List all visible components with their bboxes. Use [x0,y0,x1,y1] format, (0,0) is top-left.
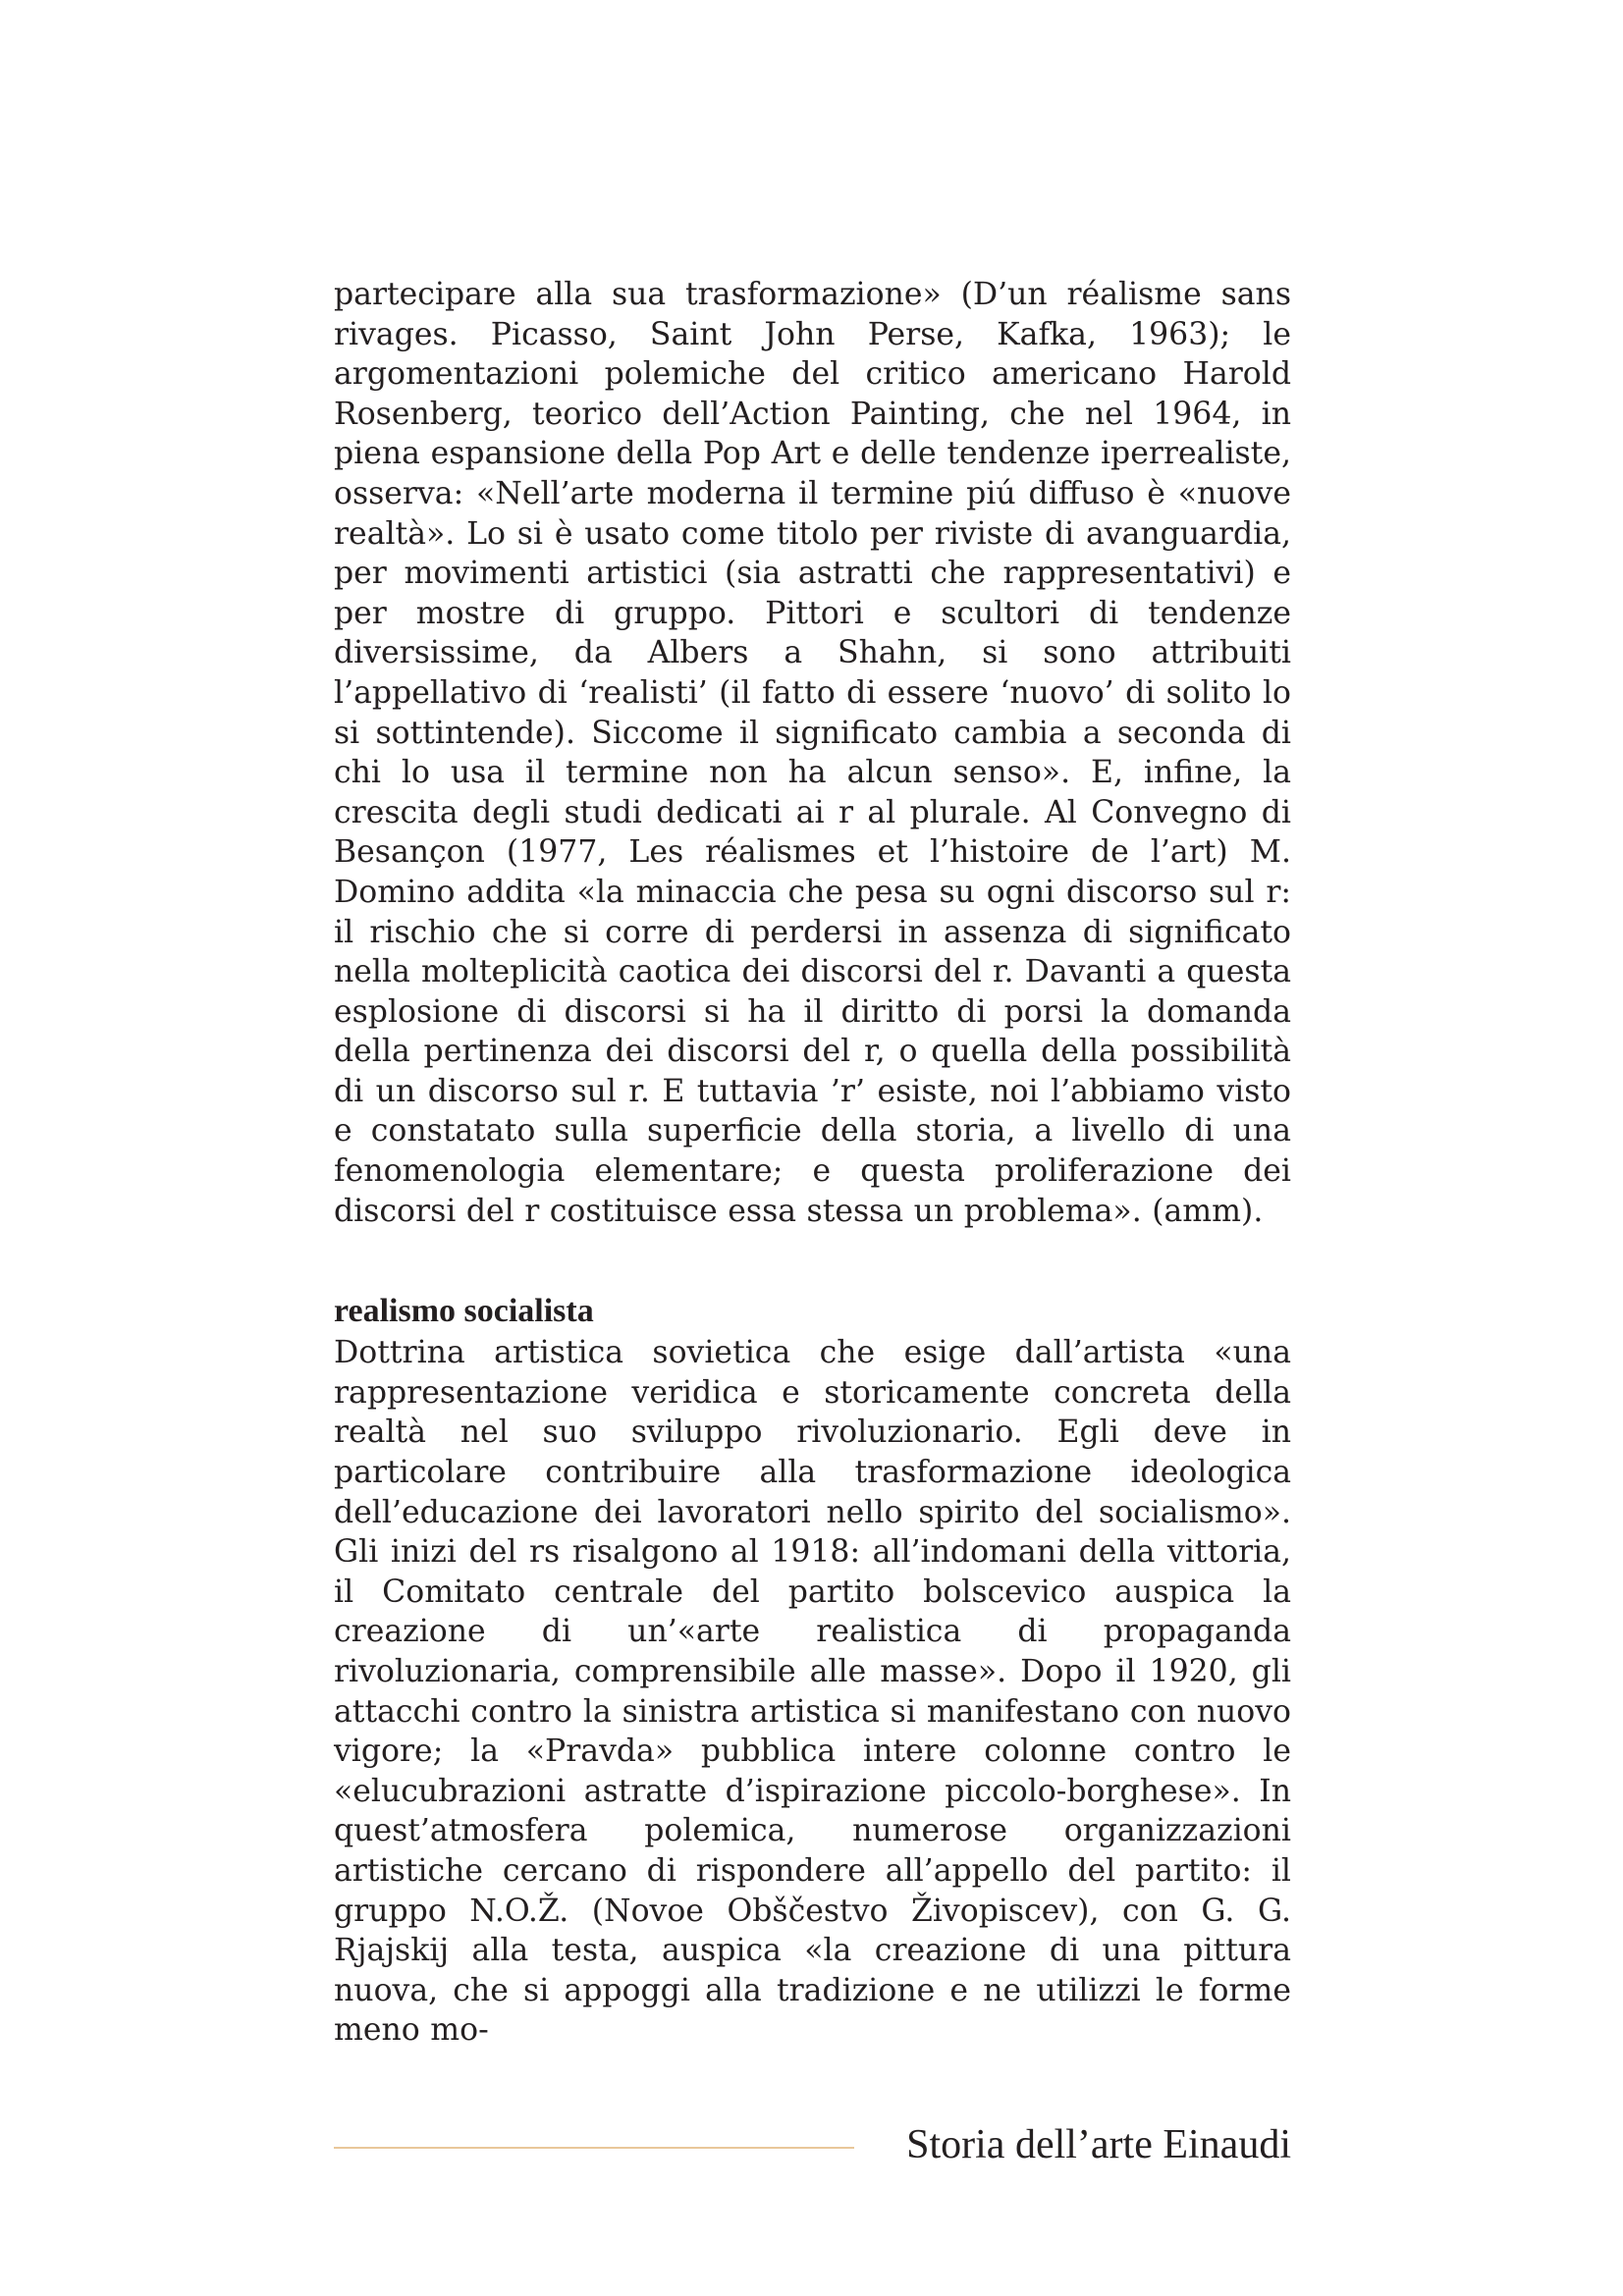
entry-paragraph: Dottrina artistica sovietica che esige dall’artista «una rappresentazione veridica e storicamente concreta della realtà nel suo sviluppo rivoluzionario. Egli deve in particolare contribuire alla trasformazione ideologica dell’educazione dei lavoratori nello spirito del socialismo». Gli inizi del rs risalgono al 1918: all’indomani della vittoria, il Comitato centrale del partito bolscevico auspica la creazione di un’«arte realistica di propaganda rivoluzionaria, comprensibile alle masse». Dopo il 1920, gli attacchi contro la sinistra artistica si manifestano con nuovo vigore; la «Pravda» pubblica intere colonne contro le «elucubrazioni astratte d’ispirazione piccolo-borghese». In quest’atmosfera polemica, numerose organizzazioni artistiche cercano di rispondere all’appello del partito: il gruppo N.O.Ž. (Novoe Obščestvo Živopiscev), con G. G. Rjajskij alla testa, auspica «la creazione di una pittura nuova, che si appoggi alla tradizione e ne utilizzi le forme meno mo- [334,1335,1291,2049]
page-footer [334,2120,1291,2179]
continued-paragraph: partecipare alla sua trasformazione» (D’un réalisme sans rivages. Picasso, Saint John Perse, Kafka, 1963); le argomentazioni polemiche del critico americano Harold Rosenberg, teorico dell’Action Painting, che nel 1964, in piena espansione della Pop Art e delle tendenze iperrealiste, osserva: «Nell’arte moderna il termine piú diffuso è «nuove realtà». Lo si è usato come titolo per riviste di avanguardia, per movimenti artistici (sia astratti che rappresentativi) e per mostre di gruppo. Pittori e scultori di tendenze diversissime, da Albers a Shahn, si sono attribuiti l’appellativo di ‘realisti’ (il fatto di essere ‘nuovo’ di solito lo si sottintende). Siccome il significato cambia a seconda di chi lo usa il termine non ha alcun senso». E, infine, la crescita degli studi dedicati ai r al plurale. Al Convegno di Besançon (1977, Les réalismes et l’histoire de l’art) M. Domino addita «la minaccia che pesa su ogni discorso sul r: il rischio che si corre di perdersi in assenza di significato nella molteplicità caotica dei discorsi del r. Davanti a questa esplosione di discorsi si ha il diritto di porsi la domanda della pertinenza dei discorsi del r, o quella della possibilità di un discorso sul r. E tuttavia ’r’ esiste, noi l’abbiamo visto e constatato sulla superficie della storia, a livello di una fenomenologia elementare; e questa proliferazione dei discorsi del r costituisce essa stessa un problema». (amm). [334,277,1291,1229]
entry-heading: realismo socialista [334,1293,594,1330]
page-body [334,275,1291,2051]
footer-divider [334,2147,854,2149]
publication-title: Storia dell’arte Einaudi [906,2122,1291,2167]
